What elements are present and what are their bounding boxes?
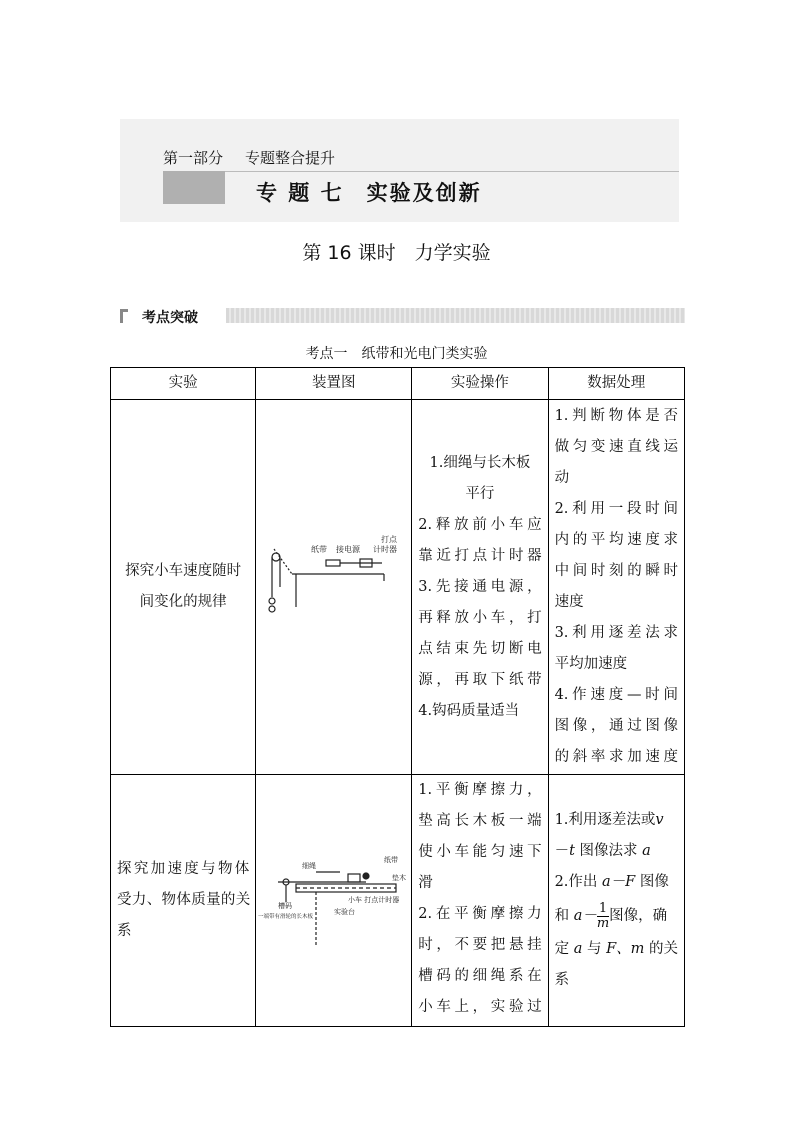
header-cell: 数据处理 <box>548 368 684 400</box>
cell-line: 做匀变速直线运 <box>554 439 678 455</box>
diagram-label: 细绳 <box>302 861 317 870</box>
text: 图像 <box>635 874 669 890</box>
operations-cell <box>412 400 548 775</box>
diagram-label: 打点 <box>381 535 398 544</box>
cell-line: 靠近打点计时器 <box>418 547 542 564</box>
denominator: m <box>596 915 610 931</box>
text: 和 <box>554 908 574 924</box>
diagram-cell <box>256 775 412 1027</box>
cell-line <box>555 836 678 867</box>
diagram-label: 小车 打点计时器 <box>348 895 400 904</box>
section-label: 考点突破 <box>142 310 198 326</box>
cell-line: 系 <box>554 972 570 988</box>
header-cell: 装置图 <box>256 368 412 400</box>
header-cell: 实验操作 <box>412 368 548 400</box>
processing-cell <box>548 400 684 775</box>
operations-cell <box>412 775 548 1027</box>
chapter-banner <box>120 119 679 222</box>
table-row <box>111 775 685 1027</box>
cell-line: 间变化的规律 <box>139 594 227 610</box>
cell-line: 内的平均速度求 <box>554 532 678 548</box>
cell-line <box>555 898 678 934</box>
cell-line: 3.利用逐差法求 <box>554 625 678 641</box>
cell-line: 受力、物体质量的关 <box>117 892 250 908</box>
cell-line <box>555 934 678 965</box>
cell-line: 2.在平衡摩擦力 <box>418 906 542 922</box>
text: 图像，确 <box>609 908 668 924</box>
part-title: 专题整合提升 <box>245 149 336 167</box>
cell-line: 的斜率求加速度 <box>554 749 678 765</box>
diagram-label: 计时器 <box>373 545 398 554</box>
text: 1.利用逐差法或 <box>554 812 656 828</box>
math-var: a <box>573 941 583 957</box>
text: 图像法求 <box>574 843 643 859</box>
cell-line: 滑 <box>418 875 433 891</box>
cell-line: 平均加速度 <box>554 656 628 672</box>
text: 的关 <box>644 941 678 957</box>
cell-line: 源，再取下纸带 <box>418 671 542 688</box>
text: 与 <box>582 941 607 957</box>
text: － <box>554 843 570 859</box>
cell-line: 点结束先切断电 <box>418 640 542 657</box>
cell-line: 动 <box>554 470 570 486</box>
diagram-label: 槽码 <box>278 901 293 910</box>
math-var: t <box>569 843 575 859</box>
text: 定 <box>554 941 574 957</box>
numerator: 1 <box>597 902 609 917</box>
topic-title: 专 题 七 实验及创新 <box>256 181 482 205</box>
decor-block <box>163 171 225 204</box>
diagram-label: 纸带 <box>384 855 399 864</box>
table-caption: 考点一 纸带和光电门类实验 <box>305 346 488 362</box>
cell-line: 4.作速度—时间 <box>554 687 678 703</box>
text: 2.作出 <box>554 874 603 890</box>
cell-line: 1.平衡摩擦力， <box>418 782 542 798</box>
cell-line: 槽码的细绳系在 <box>418 968 542 984</box>
cell-line: 图像，通过图像 <box>554 718 678 734</box>
part-label: 第一部分 <box>163 149 224 167</box>
math-expr: a－F <box>602 874 636 890</box>
processing-cell <box>548 775 684 1027</box>
ticker-timer-diagram <box>256 527 411 647</box>
experiment-table <box>110 367 685 1027</box>
experiment-cell <box>111 775 256 1027</box>
corner-icon <box>120 309 128 323</box>
cell-line: 垫高长木板一端 <box>418 813 542 829</box>
cell-line: 1.细绳与长木板 <box>429 454 531 471</box>
cell-line: 中间时刻的瞬时 <box>554 563 678 579</box>
table-header-row <box>111 368 685 400</box>
diagram-label: 实验台 <box>334 907 356 916</box>
diagram-label: 纸带 <box>311 545 328 554</box>
cell-line: 2.利用一段时间 <box>554 501 678 517</box>
cell-line: 平行 <box>465 485 495 502</box>
cell-line: 探究小车速度随时 <box>125 563 242 579</box>
cell-line: 时，不要把悬挂 <box>418 937 542 953</box>
math-expr: F、m <box>606 941 645 957</box>
header-cell: 实验 <box>111 368 256 400</box>
table-row <box>111 400 685 775</box>
experiment-cell <box>111 400 256 775</box>
cell-line: 2.释放前小车应 <box>418 516 542 533</box>
cell-line: 4.钩码质量适当 <box>418 702 520 719</box>
cell-line <box>555 805 678 836</box>
part-heading <box>163 147 357 168</box>
cell-line: 探究加速度与物体 <box>117 861 250 877</box>
section-header <box>120 307 685 325</box>
math-var: v <box>655 812 664 828</box>
math-expr: a－ <box>573 908 597 924</box>
lesson-title: 第 16 课时 力学实验 <box>302 242 491 264</box>
cart-diagram <box>256 846 411 956</box>
cell-line: 系 <box>117 923 132 939</box>
cell-line: 使小车能匀速下 <box>418 844 542 860</box>
cell-line: 3.先接通电源， <box>418 578 542 595</box>
cell-line: 1.判断物体是否 <box>554 408 678 424</box>
cell-line <box>555 867 678 898</box>
math-var: a <box>642 843 651 859</box>
diagram-label: 一端带有滑轮的长木板 <box>258 913 314 920</box>
divider <box>163 171 679 172</box>
decor-bar <box>226 308 685 323</box>
diagram-cell <box>256 400 412 775</box>
fraction <box>597 902 609 931</box>
diagram-label: 垫木 <box>392 873 407 882</box>
diagram-label: 接电源 <box>336 545 361 554</box>
cell-line: 再释放小车，打 <box>418 609 542 626</box>
cell-line: 速度 <box>554 594 584 610</box>
cell-line: 小车上，实验过 <box>418 999 542 1015</box>
